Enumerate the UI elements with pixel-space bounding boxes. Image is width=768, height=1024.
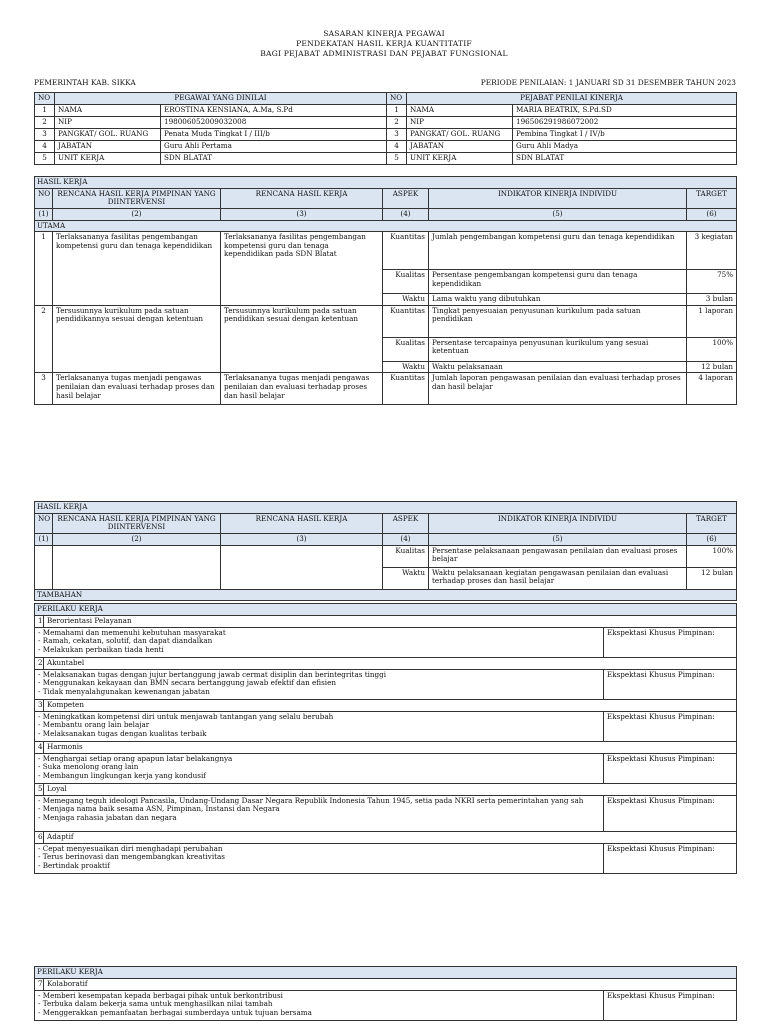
target: 12 bulan [687,567,737,589]
identity-row [35,152,737,164]
target: 1 laporan [687,305,737,337]
column-number: (5) [429,533,687,545]
behavior-points-row [35,669,737,699]
behavior-point: - Membantu orang lain belajar [38,720,150,730]
ekspektasi-khusus-label: Ekspektasi Khusus Pimpinan: [604,669,737,699]
target: 12 bulan [687,361,737,373]
perilaku-kerja-title: PERILAKU KERJA [35,967,737,979]
rhk-pimpinan: Terlaksananya tugas menjadi pengawas penilaian dan evaluasi terhadap proses dan hasil belajar [53,373,221,405]
row-number: 2 [387,116,407,128]
aspek: Kualitas [383,545,429,567]
behavior-point: - Menghargai setiap orang apapun latar belakangnya [38,753,233,763]
behavior-point: - Tidak menyalahgunakan kewenangan jabatan [38,686,210,696]
meta-row [34,79,736,88]
indikator: Tingkat penyesuaian penyusunan kurikulum pada satuan pendidikan [429,305,687,337]
penilai-value: Guru Ahli Madya [513,140,737,152]
behavior-point: - Cepat menyesuaikan diri menghadapi perubahan [38,843,223,853]
column-number-row [35,208,737,220]
rhk: Terlaksananya fasilitas pengembangan kompetensi guru dan tenaga kependidikan pada SDN Blatat [221,232,383,306]
field-label: NIP [55,116,161,128]
target: 4 laporan [687,373,737,405]
behavior-title-row [35,783,737,795]
column-number: (3) [221,208,383,220]
column-header-row [35,513,737,533]
target: 3 kegiatan [687,232,737,270]
behavior-title: Loyal [44,783,737,795]
behavior-point: - Terbuka dalam bekerja sama untuk menghasilkan nilai tambah [38,999,273,1009]
behavior-title: Kolaboratif [44,978,737,990]
col-rhk-pimpinan-header: RENCANA HASIL KERJA PIMPINAN YANG DIINTERVENSI [53,188,221,208]
behavior-number: 6 [35,831,44,843]
item-number: 3 [35,373,53,405]
col-no-header: NO [35,93,55,105]
aspek: Kuantitas [383,305,429,337]
field-label: NIP [407,116,513,128]
indikator: Waktu pelaksanaan kegiatan pengawasan penilaian dan evaluasi terhadap proses dan hasil belajar [429,567,687,589]
pejabat-penilai-header: PEJABAT PENILAI KINERJA [407,93,737,105]
row-number: 3 [387,128,407,140]
hasil-kerja-table-continued [34,501,737,601]
hasil-kerja-table [34,176,737,405]
aspek: Kuantitas [383,232,429,270]
doc-title-line3: BAGI PEJABAT ADMINISTRASI DAN PEJABAT FUNGSIONAL [260,49,508,58]
pemerintah-label: PEMERINTAH KAB. SIKKA [34,78,136,87]
identity-row [35,128,737,140]
col-aspek-header: ASPEK [383,513,429,533]
aspek: Waktu [383,361,429,373]
behavior-number: 1 [35,615,44,627]
behavior-point: - Terus berinovasi dan mengembangkan kreativitas [38,852,225,862]
col-target-header: TARGET [687,188,737,208]
column-number: (6) [687,533,737,545]
col-indikator-header: INDIKATOR KINERJA INDIVIDU [429,188,687,208]
pegawai-value: Penata Muda Tingkat I / III/b [161,128,387,140]
ekspektasi-khusus-label: Ekspektasi Khusus Pimpinan: [604,990,737,1020]
row-number: 1 [387,104,407,116]
ekspektasi-khusus-label: Ekspektasi Khusus Pimpinan: [604,843,737,873]
perilaku-kerja-title: PERILAKU KERJA [35,604,737,616]
behavior-point: - Bertindak proaktif [38,860,110,870]
target: 100% [687,545,737,567]
indikator: Persentase pelaksanaan pengawasan penilaian dan evaluasi proses belajar [429,545,687,567]
target: 3 bulan [687,294,737,306]
field-label: PANGKAT/ GOL. RUANG [407,128,513,140]
behavior-point: - Melaksanakan tugas dengan jujur bertanggung jawab cermat disiplin dan berintegritas tinggi [38,669,387,679]
behavior-title: Berorientasi Pelayanan [44,615,737,627]
penilai-value: Pembina Tingkat I / IV/b [513,128,737,140]
behavior-title: Akuntabel [44,657,737,669]
indikator: Jumlah laporan pengawasan penilaian dan evaluasi terhadap proses dan hasil belajar [429,373,687,405]
identity-row [35,140,737,152]
pegawai-dinilai-header: PEGAWAI YANG DINILAI [55,93,387,105]
col-rhk-header: RENCANA HASIL KERJA [221,513,383,533]
behavior-number: 5 [35,783,44,795]
field-label: JABATAN [55,140,161,152]
rhk [221,545,383,589]
target: 75% [687,270,737,294]
aspek: Waktu [383,294,429,306]
behavior-title: Kompeten [44,699,737,711]
behavior-points-row [35,795,737,831]
col-no-header: NO [387,93,407,105]
behavior-points [35,669,604,699]
behavior-title: Harmonis [44,741,737,753]
aspek: Waktu [383,567,429,589]
column-number: (2) [53,208,221,220]
column-number: (1) [35,533,53,545]
behavior-points [35,627,604,657]
col-rhk-pimpinan-header: RENCANA HASIL KERJA PIMPINAN YANG DIINTERVENSI [53,513,221,533]
column-number: (5) [429,208,687,220]
item-number [35,545,53,589]
behavior-point: - Membangun lingkungan kerja yang kondusif [38,770,206,780]
column-number: (1) [35,208,53,220]
behavior-points [35,843,604,873]
behavior-point: - Meningkatkan kompetensi diri untuk menjawab tantangan yang selalu berubah [38,711,334,721]
identity-row [35,104,737,116]
ekspektasi-khusus-label: Ekspektasi Khusus Pimpinan: [604,627,737,657]
col-target-header: TARGET [687,513,737,533]
tambahan-label: TAMBAHAN [35,589,737,601]
behavior-points-row [35,990,737,1020]
behavior-point: - Melakukan perbaikan tiada henti [38,644,164,654]
section-row [35,604,737,616]
column-number: (6) [687,208,737,220]
column-number: (2) [53,533,221,545]
tambahan-row [35,589,737,601]
behavior-title-row [35,657,737,669]
column-number: (4) [383,208,429,220]
utama-label: UTAMA [35,220,737,232]
item-number: 2 [35,305,53,373]
behavior-number: 7 [35,978,44,990]
perilaku-kerja-table-continued [34,966,737,1021]
field-label: UNIT KERJA [407,152,513,164]
rhk: Terlaksananya tugas menjadi pengawas penilaian dan evaluasi terhadap proses dan hasil belajar [221,373,383,405]
col-aspek-header: ASPEK [383,188,429,208]
behavior-title-row [35,699,737,711]
row-number: 5 [35,152,55,164]
identity-header-row [35,93,737,105]
behavior-points [35,711,604,741]
behavior-points [35,990,604,1020]
col-rhk-header: RENCANA HASIL KERJA [221,188,383,208]
row-number: 3 [35,128,55,140]
column-number: (4) [383,533,429,545]
identity-row [35,116,737,128]
rhk-pimpinan: Terlaksananya fasilitas pengembangan kompetensi guru dan tenaga kependidikan [53,232,221,306]
ekspektasi-khusus-label: Ekspektasi Khusus Pimpinan: [604,753,737,783]
row-number: 4 [387,140,407,152]
col-indikator-header: INDIKATOR KINERJA INDIVIDU [429,513,687,533]
behavior-number: 4 [35,741,44,753]
behavior-points [35,795,604,831]
ekspektasi-khusus-label: Ekspektasi Khusus Pimpinan: [604,711,737,741]
field-label: JABATAN [407,140,513,152]
indikator: Waktu pelaksanaan [429,361,687,373]
behavior-points-row [35,753,737,783]
indikator-row [35,305,737,337]
ekspektasi-khusus-label: Ekspektasi Khusus Pimpinan: [604,795,737,831]
field-label: UNIT KERJA [55,152,161,164]
behavior-title-row [35,741,737,753]
column-header-row [35,188,737,208]
pegawai-value: SDN BLATAT [161,152,387,164]
behavior-point: - Menggunakan kekayaan dan BMN secara bertanggung jawab efektif dan efisien [38,678,336,688]
section-row [35,502,737,514]
section-row [35,967,737,979]
indikator-row [35,373,737,405]
row-number: 1 [35,104,55,116]
field-label: NAMA [55,104,161,116]
rhk: Tersusunnya kurikulum pada satuan pendidikan sesuai dengan ketentuan [221,305,383,373]
section-row [35,177,737,189]
behavior-point: - Menjaga rahasia jabatan dan negara [38,812,177,822]
behavior-points-row [35,627,737,657]
pegawai-value: EROSTINA KENSIANA, A.Ma, S.Pd [161,104,387,116]
behavior-point: - Menggerakkan pemanfaatan berbagai sumberdaya untuk tujuan bersama [38,1007,312,1017]
row-number: 5 [387,152,407,164]
indikator: Persentase pengembangan kompetensi guru dan tenaga kependidikan [429,270,687,294]
behavior-points-row [35,843,737,873]
behavior-title-row [35,615,737,627]
row-number: 4 [35,140,55,152]
indikator: Jumlah pengembangan kompetensi guru dan tenaga kependidikan [429,232,687,270]
indikator-row [35,232,737,270]
behavior-point: - Memberi kesempatan kepada berbagai pihak untuk berkontribusi [38,990,283,1000]
penilai-value: 196506291986072002 [513,116,737,128]
perilaku-kerja-table [34,603,737,874]
doc-title-line1: SASARAN KINERJA PEGAWAI [323,29,445,38]
pegawai-value: Guru Ahli Pertama [161,140,387,152]
col-no-header: NO [35,513,53,533]
item-number: 1 [35,232,53,306]
field-label: NAMA [407,104,513,116]
identity-table [34,92,737,165]
aspek: Kuantitas [383,373,429,405]
behavior-title: Adaptif [44,831,737,843]
col-no-header: NO [35,188,53,208]
hasil-kerja-title: HASIL KERJA [35,177,737,189]
behavior-number: 2 [35,657,44,669]
behavior-number: 3 [35,699,44,711]
behavior-point: - Memahami dan memenuhi kebutuhan masyarakat [38,627,226,637]
indikator: Persentase tercapainya penyusunan kurikulum yang sesuai ketentuan [429,337,687,361]
penilai-value: MARIA BEATRIX, S.Pd.SD [513,104,737,116]
aspek: Kualitas [383,337,429,361]
row-number: 2 [35,116,55,128]
aspek: Kualitas [383,270,429,294]
penilai-value: SDN BLATAT [513,152,737,164]
behavior-points-row [35,711,737,741]
field-label: PANGKAT/ GOL. RUANG [55,128,161,140]
behavior-point: - Ramah, cekatan, solutif, dan dapat diandalkan [38,636,213,646]
periode-label: PERIODE PENILAIAN: 1 JANUARI SD 31 DESEMBER TAHUN 2023 [480,78,736,87]
column-number-row [35,533,737,545]
pegawai-value: 198006052009032008 [161,116,387,128]
doc-title-line2: PENDEKATAN HASIL KERJA KUANTITATIF [296,39,472,48]
behavior-point: - Melaksanakan tugas dengan kualitas terbaik [38,728,207,738]
rhk-pimpinan [53,545,221,589]
behavior-point: - Menjaga nama baik sesama ASN, Pimpinan, Instansi dan Negara [38,804,280,814]
behavior-points [35,753,604,783]
utama-row [35,220,737,232]
behavior-point: - Suka menolong orang lain [38,762,139,772]
hasil-kerja-title: HASIL KERJA [35,502,737,514]
behavior-title-row [35,978,737,990]
behavior-title-row [35,831,737,843]
column-number: (3) [221,533,383,545]
indikator-row [35,545,737,567]
rhk-pimpinan: Tersusunnya kurikulum pada satuan pendidikannya sesuai dengan ketentuan [53,305,221,373]
target: 100% [687,337,737,361]
indikator: Lama waktu yang dibutuhkan [429,294,687,306]
behavior-point: - Memegang teguh ideologi Pancasila, Undang-Undang Dasar Negara Republik Indonesia Tahun 1945, setia pada NKRI serta pemerintahan yang sah [38,795,584,805]
